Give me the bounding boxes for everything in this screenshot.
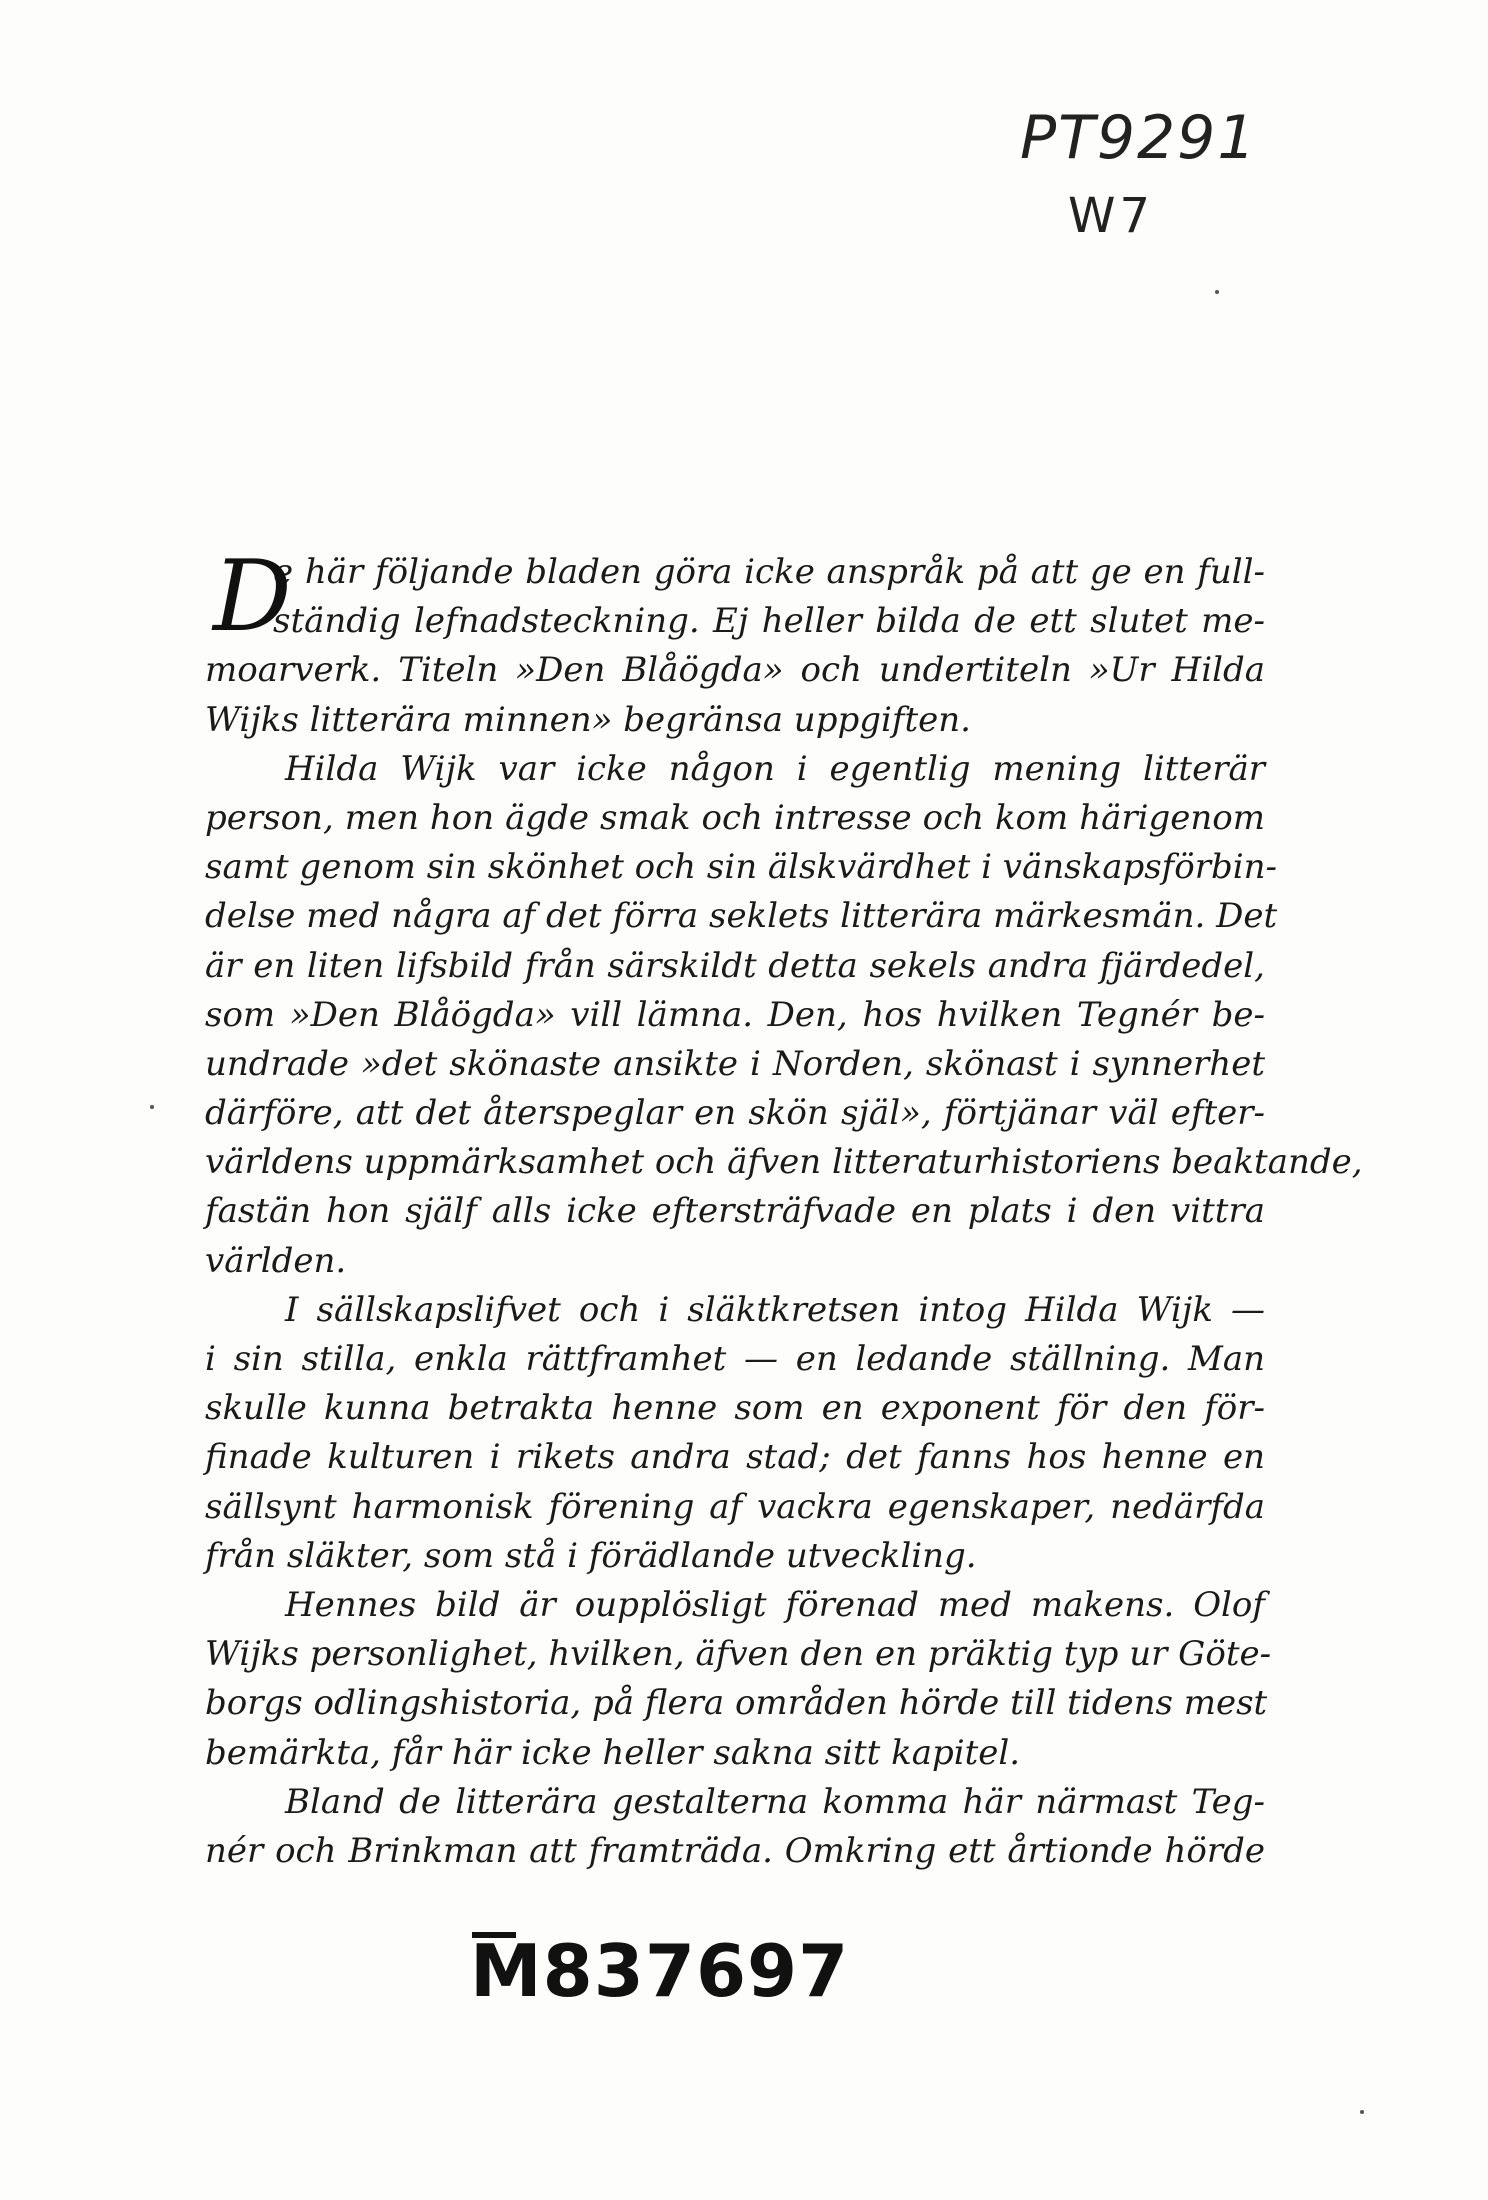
text-line: samt genom sin skönhet och sin älskvärdhet i vänskapsförbin-	[205, 847, 1278, 888]
text-line: skulle kunna betrakta henne som en exponent för den för-	[205, 1388, 1265, 1429]
text-line: e här följande bladen göra icke anspråk på att ge en full-	[273, 552, 1265, 592]
text-line: I sällskapslifvet och i släktkretsen intog Hilda Wijk —	[285, 1289, 1265, 1330]
text-line: Wijks litterära minnen» begränsa uppgiften.	[205, 699, 971, 740]
text-line: som »Den Blåögda» vill lämna. Den, hos hvilken Tegnér be-	[205, 994, 1265, 1035]
accession-stamp: M837697	[470, 1929, 850, 2013]
speck-mark	[1215, 290, 1219, 294]
text-line: ständig lefnadsteckning. Ej heller bilda de ett slutet me-	[273, 601, 1265, 642]
text-line: sällsynt harmonisk förening af vackra egenskaper, nedärfda	[205, 1486, 1265, 1527]
text-line: person, men hon ägde smak och intresse och kom härigenom	[205, 797, 1265, 838]
text-line: därföre, att det återspeglar en skön själ», förtjänar väl efter-	[205, 1093, 1265, 1134]
text-line: från släkter, som stå i förädlande utveckling.	[205, 1535, 977, 1576]
drop-cap: D	[213, 540, 292, 654]
text-line: världens uppmärksamhet och äfven litteraturhistoriens beaktande,	[205, 1142, 1363, 1183]
text-line: Wijks personlighet, hvilken, äfven den en präktig typ ur Göte-	[205, 1634, 1272, 1675]
text-line: moarverk. Titeln »Den Blåögda» och undertiteln »Ur Hilda	[205, 650, 1265, 691]
body-text	[205, 540, 1363, 1876]
text-line: nér och Brinkman att framträda. Omkring ett årtionde hörde	[205, 1830, 1265, 1871]
text-line: delse med några af det förra seklets litterära märkesmän. Det	[205, 896, 1278, 937]
text-line: bemärkta, får här icke heller sakna sitt kapitel.	[205, 1732, 1021, 1773]
call-number-line2: W7	[1068, 188, 1154, 244]
speck-mark	[150, 1105, 154, 1109]
text-line: finade kulturen i rikets andra stad; det fanns hos henne en	[205, 1437, 1265, 1478]
text-line: Hilda Wijk var icke någon i egentlig mening litterär	[285, 748, 1265, 789]
text-line: borgs odlingshistoria, på flera områden hörde till tidens mest	[205, 1683, 1268, 1724]
text-line: Hennes bild är oupplösligt förenad med makens. Olof	[285, 1584, 1265, 1625]
text-line: undrade »det skönaste ansikte i Norden, skönast i synnerhet	[205, 1043, 1265, 1084]
text-line: Bland de litterära gestalterna komma här närmast Teg-	[285, 1781, 1265, 1822]
text-line: är en liten lifsbild från särskildt detta sekels andra fjärdedel,	[205, 945, 1265, 986]
text-line: i sin stilla, enkla rättframhet — en ledande ställning. Man	[205, 1339, 1265, 1379]
speck-mark	[1360, 2110, 1364, 2114]
text-line: världen.	[205, 1240, 347, 1281]
text-line: fastän hon själf alls icke eftersträfvade en plats i den vittra	[205, 1191, 1265, 1232]
call-number-line1: PT9291	[1020, 103, 1258, 173]
